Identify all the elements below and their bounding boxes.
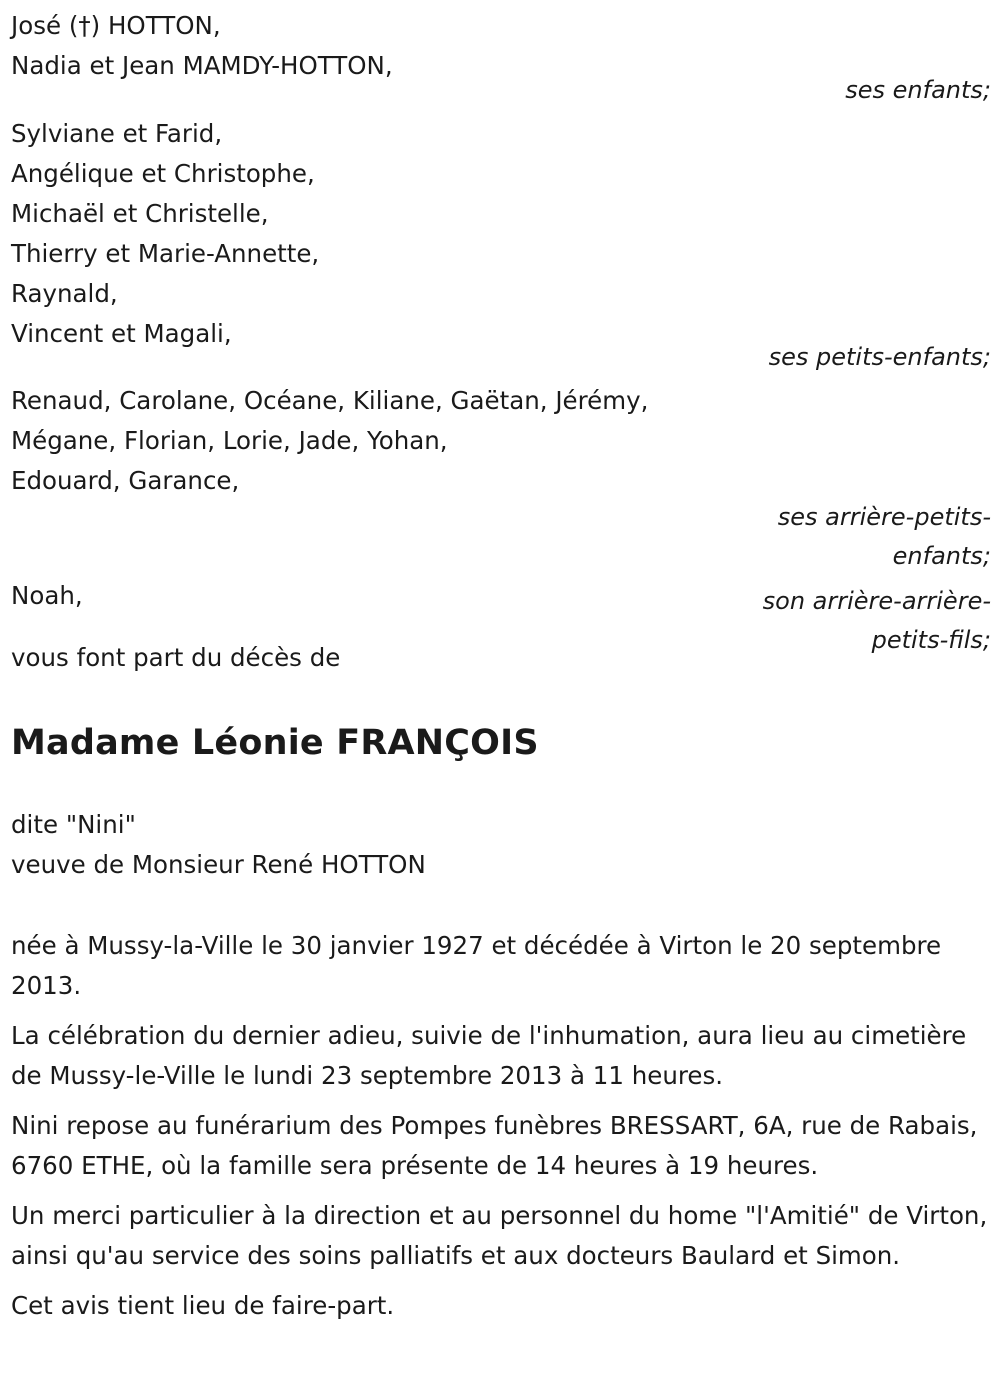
announcement-text: vous font part du décès de xyxy=(11,643,341,672)
relation-children: ses enfants; xyxy=(845,76,991,104)
closing-paragraph: Cet avis tient lieu de faire-part. xyxy=(11,1291,395,1320)
grandchild-line: Thierry et Marie-Annette, xyxy=(11,239,320,268)
announcement-group xyxy=(11,638,991,678)
grandchild-line: Angélique et Christophe, xyxy=(11,159,315,188)
deceased-name: Madame Léonie FRANÇOIS xyxy=(11,723,539,763)
great-grandchildren-group xyxy=(11,381,991,576)
relation-line: petits-fils; xyxy=(871,626,991,654)
child-line: Nadia et Jean MAMDY-HOTTON, xyxy=(11,51,393,80)
great-grandchild-line: Mégane, Florian, Lorie, Jade, Yohan, xyxy=(11,426,448,455)
grandchild-line: Raynald, xyxy=(11,279,118,308)
obituary-notice xyxy=(11,0,991,1326)
relation-line: son arrière-arrière- xyxy=(762,587,991,615)
grandchild-line: Sylviane et Farid, xyxy=(11,119,223,148)
great-great-grandchild-name: Noah, xyxy=(11,581,83,610)
relation-line: enfants; xyxy=(892,542,991,570)
nickname: dite "Nini" xyxy=(11,810,136,839)
children-group xyxy=(11,0,991,110)
birth-death-paragraph: née à Mussy-la-Ville le 30 janvier 1927 et décédée à Virton le 20 septembre 2013. xyxy=(11,931,942,1000)
grandchildren-group xyxy=(11,114,991,377)
relation-grandchildren: ses petits-enfants; xyxy=(768,343,991,371)
child-line: José (†) HOTTON, xyxy=(11,11,221,40)
great-great-grandchild-group xyxy=(11,576,991,654)
widow-of: veuve de Monsieur René HOTTON xyxy=(11,850,426,879)
relation-line: ses arrière-petits- xyxy=(777,503,991,531)
funeral-home-paragraph: Nini repose au funérarium des Pompes funèbres BRESSART, 6A, rue de Rabais, 6760 ETHE, où la famille sera présente de 14 heures à 19 heures. xyxy=(11,1111,978,1180)
body-paragraphs xyxy=(11,926,991,1326)
relation-great-grandchildren xyxy=(11,498,991,576)
deceased-details xyxy=(11,805,991,885)
grandchild-line: Vincent et Magali, xyxy=(11,319,232,348)
thanks-paragraph: Un merci particulier à la direction et au personnel du home "l'Amitié" de Virton, ainsi qu'au service des soins palliatifs et aux docteurs Baulard et Simon. xyxy=(11,1201,988,1270)
great-grandchild-line: Renaud, Carolane, Océane, Kiliane, Gaëtan, Jérémy, xyxy=(11,386,649,415)
grandchild-line: Michaël et Christelle, xyxy=(11,199,269,228)
ceremony-paragraph: La célébration du dernier adieu, suivie de l'inhumation, aura lieu au cimetière de Mussy-le-Ville le lundi 23 septembre 2013 à 11 heures. xyxy=(11,1021,967,1090)
great-grandchild-line: Edouard, Garance, xyxy=(11,466,240,495)
